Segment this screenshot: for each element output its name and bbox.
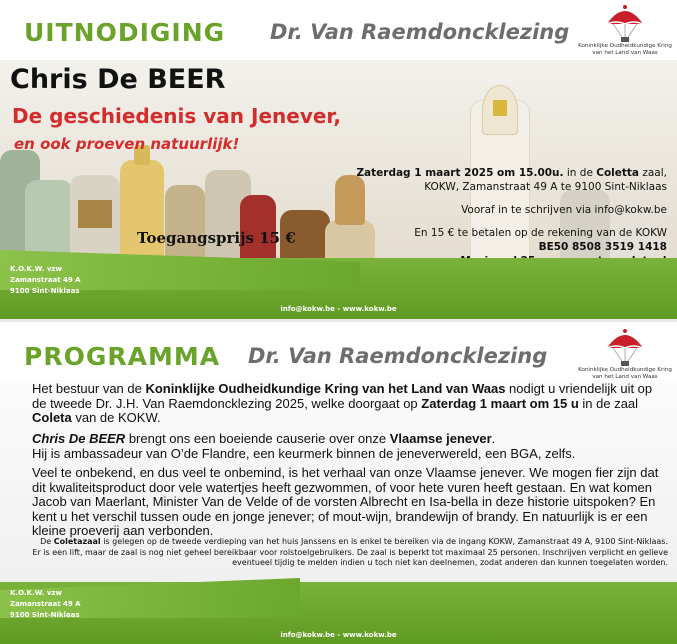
talk-subtitle: en ook proeven natuurlijk! xyxy=(14,135,240,153)
iban: BE50 8508 3519 1418 xyxy=(538,241,667,253)
invitation-footer-address: K.O.K.W. vzw Zamanstraat 49 A 9100 Sint-Niklaas xyxy=(10,265,81,295)
logo-text-line2: van het Land van Waas xyxy=(592,50,658,56)
logo-text-line1: Koninklijke Oudheidkundige Kring xyxy=(578,367,672,373)
registration-line: Vooraf in te schrijven via info@kokw.be xyxy=(461,204,667,216)
event-address: KOKW, Zamanstraat 49 A te 9100 Sint-Niklaas xyxy=(424,181,667,193)
program-venue-note: De Coletazaal is gelegen op de tweede verdieping van het huis Janssens en is enkel te bereiken via de ingang KOKW, Zamanstraat 49 A, 9100 Sint-Niklaas. Er is een lift, maar de zaal is nog niet geheel bereikbaar voor rolstoelgebruikers. De zaal is beperkt tot maximaal 25 personen. Inschrijven verplicht en gelieve eventueel tijdig te melden indien u toch niet kan deelnemen, zodat anderen dan kunnen toegelaten worden. xyxy=(32,537,668,567)
logo-text-line1: Koninklijke Oudheidkundige Kring xyxy=(578,43,672,49)
program-contact: info@kokw.be - www.kokw.be xyxy=(280,631,397,639)
parachute-balloon-icon xyxy=(597,328,653,368)
speaker-name: Chris De BEER xyxy=(10,64,226,95)
event-date-line: Zaterdag 1 maart 2025 om 15.00u. in de Coletta zaal, xyxy=(356,167,667,179)
invitation-header-title: UITNODIGING xyxy=(24,18,226,47)
invitation-header-subtitle: Dr. Van Raemdoncklezing xyxy=(270,20,570,44)
program-footer-address: K.O.K.W. vzw Zamanstraat 49 A 9100 Sint-Niklaas xyxy=(10,589,81,619)
program-intro-paragraph: Het bestuur van de Koninklijke Oudheidkundige Kring van het Land van Waas nodigt u vriendelijk uit op de tweede Dr. J.H. Van Raemdoncklezing 2025, welke doorgaat op Zaterdag 1 maart om 15 u in de zaal Coleta van de KOKW. xyxy=(32,381,653,425)
parachute-balloon-icon xyxy=(597,4,653,44)
logo-text-line2: van het Land van Waas xyxy=(592,374,658,380)
program-header-title: PROGRAMMA xyxy=(24,342,221,371)
invitation-contact: info@kokw.be - www.kokw.be xyxy=(280,305,397,313)
payment-line: En 15 € te betalen op de rekening van de KOKW xyxy=(414,227,667,239)
entry-price: Toegangsprijs 15 € xyxy=(137,229,296,247)
program-story-paragraph: Veel te onbekend, en dus veel te onbemind, is het verhaal van onze Vlaamse jenever. We mogen fier zijn dat dit kwaliteitsproduct door vele watertjes heeft gezwommen, of voor hete vuren heeft gestaan. En wat komen Jacob van Maerlant, Minister Van de Velde of de vorsten Albrecht en Isa-bella in deze historie uitspoken? En kent u het verschil tussen oude en jonge jenever; of mout-wijn, brandewijn of brandy. En natuurlijk is er een kleine proeverij aan verbonden. xyxy=(32,465,659,538)
invitation-card xyxy=(0,0,677,320)
program-header-subtitle: Dr. Van Raemdoncklezing xyxy=(248,344,548,368)
talk-title: De geschiedenis van Jenever, xyxy=(12,104,341,128)
program-speaker-paragraph: Chris De BEER brengt ons een boeiende causerie over onze Vlaamse jenever. Hij is ambassadeur van O’de Flandre, een keurmerk binnen de jeneverwereld, een BGA, zelfs. xyxy=(32,431,576,461)
event-info xyxy=(307,166,667,268)
program-card xyxy=(0,322,677,644)
kokw-logo xyxy=(575,2,675,62)
kokw-logo-2 xyxy=(575,326,675,386)
